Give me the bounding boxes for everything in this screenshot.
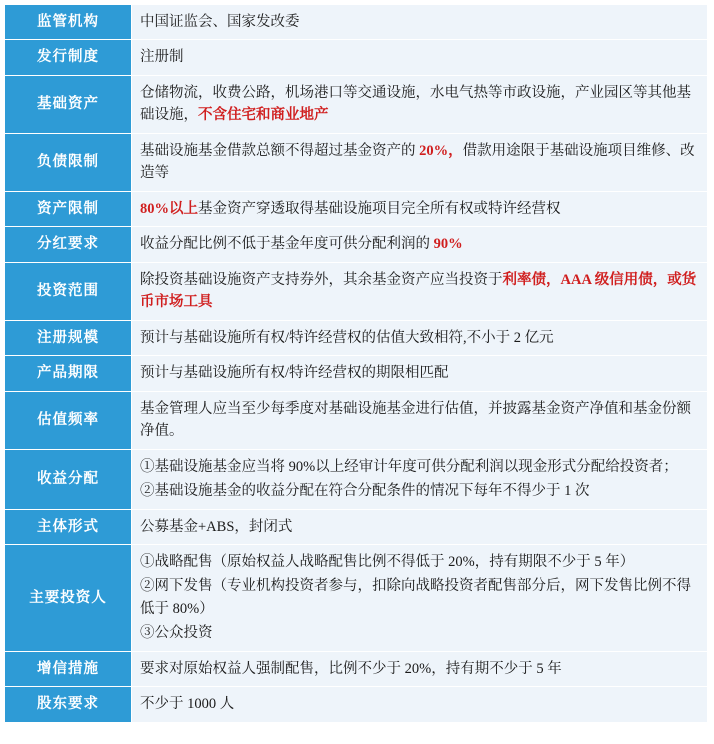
value-text: 要求对原始权益人强制配售，比例不少于 20%，持有期不少于 5 年 [140, 660, 562, 677]
value-text: ①基础设施基金应当将 90%以上经审计年度可供分配利润以现金形式分配给投资者； [140, 458, 678, 475]
highlighted-text: 不含住宅和商业地产 [198, 107, 329, 124]
value-paragraph [140, 575, 699, 620]
value-text: 收益分配比例不低于基金年度可供分配利润的 [140, 236, 434, 253]
value-text: 注册制 [140, 49, 184, 66]
row-label: 收益分配 [5, 449, 132, 509]
row-label: 主要投资人 [5, 544, 132, 651]
row-label: 基础资产 [5, 75, 132, 133]
table-row [5, 356, 708, 391]
highlighted-text: 20%， [419, 142, 463, 159]
table-row [5, 687, 708, 722]
value-text: 基础设施基金借款总额不得超过基金资产的 [140, 142, 420, 159]
table-row [5, 262, 708, 320]
row-label: 投资范围 [5, 262, 132, 320]
value-text: ①战略配售（原始权益人战略配售比例不得低于 20%，持有期限不少于 5 年） [140, 553, 635, 570]
table-row [5, 449, 708, 509]
value-text: 借款用途限于基础设施项目维修、改造等 [140, 142, 695, 182]
row-label: 主体形式 [5, 509, 132, 544]
row-value [132, 191, 708, 226]
row-label: 产品期限 [5, 356, 132, 391]
row-label: 负债限制 [5, 133, 132, 191]
table-row [5, 40, 708, 75]
value-text: 仓储物流，收费公路，机场港口等交通设施，水电气热等市政设施，产业园区等其他基础设施， [140, 84, 691, 124]
highlighted-text: 利率债，AAA 级信用债，或货币市场工具 [140, 271, 697, 311]
row-value [132, 687, 708, 722]
highlighted-text: 90% [433, 236, 463, 253]
row-label: 估值频率 [5, 391, 132, 449]
table-row [5, 75, 708, 133]
table-row [5, 651, 708, 686]
value-text: ③公众投资 [140, 625, 213, 642]
table-row [5, 509, 708, 544]
row-value [132, 75, 708, 133]
table-row [5, 391, 708, 449]
value-text: 基金资产穿透取得基础设施项目完全所有权或特许经营权 [198, 200, 561, 217]
value-paragraph [140, 456, 699, 478]
table-row [5, 5, 708, 40]
value-text: 公募基金+ABS，封闭式 [140, 518, 293, 535]
row-value [132, 544, 708, 651]
row-value [132, 509, 708, 544]
table-row [5, 191, 708, 226]
value-text: ②网下发售（专业机构投资者参与，扣除向战略投资者配售部分后，网下发售比例不得低于 80%） [140, 578, 691, 617]
row-label: 资产限制 [5, 191, 132, 226]
table-body [5, 5, 708, 723]
row-label: 分红要求 [5, 227, 132, 262]
row-value [132, 356, 708, 391]
value-text: 基金管理人应当至少每季度对基础设施基金进行估值，并披露基金资产净值和基金份额净值。 [140, 400, 691, 440]
row-value [132, 449, 708, 509]
table-row [5, 133, 708, 191]
row-value [132, 391, 708, 449]
table-row [5, 320, 708, 355]
value-text: 中国证监会、国家发改委 [140, 14, 300, 30]
row-value [132, 320, 708, 355]
row-value [132, 262, 708, 320]
row-label: 增信措施 [5, 651, 132, 686]
value-paragraph [140, 551, 699, 573]
row-label: 股东要求 [5, 687, 132, 722]
table-row [5, 544, 708, 651]
value-text: ②基础设施基金的收益分配在符合分配条件的情况下每年不得少于 1 次 [140, 483, 590, 500]
highlighted-text: 80%以上 [140, 200, 198, 217]
row-value [132, 651, 708, 686]
value-paragraph [140, 622, 699, 644]
row-label: 监管机构 [5, 5, 132, 40]
row-label: 注册规模 [5, 320, 132, 355]
value-text: 预计与基础设施所有权/特许经营权的期限相匹配 [140, 365, 449, 382]
row-label: 发行制度 [5, 40, 132, 75]
value-text: 不少于 1000 人 [140, 696, 235, 713]
row-value [132, 227, 708, 262]
row-value [132, 40, 708, 75]
value-paragraph [140, 480, 699, 502]
row-value [132, 133, 708, 191]
value-text: 除投资基础设施资产支持券外，其余基金资产应当投资于 [140, 271, 503, 288]
table-row [5, 227, 708, 262]
row-value [132, 5, 708, 40]
value-text: 预计与基础设施所有权/特许经营权的估值大致相符,不小于 2 亿元 [140, 329, 554, 346]
reits-spec-table [4, 4, 708, 723]
